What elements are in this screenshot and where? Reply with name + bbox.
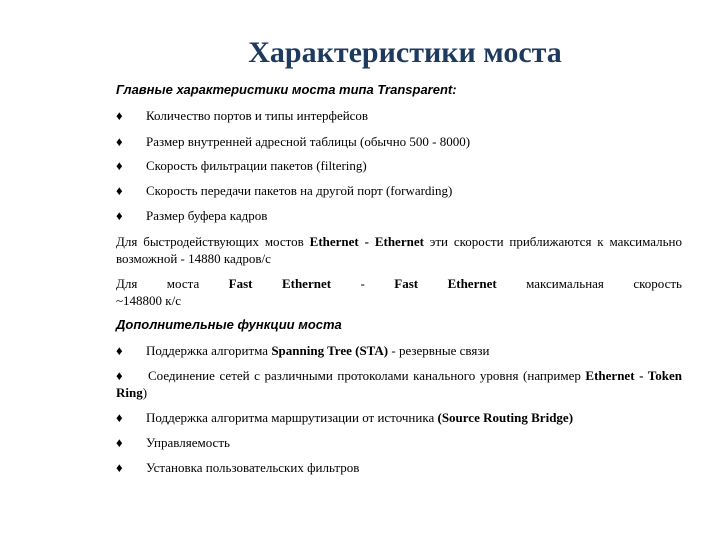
diamond-bullet-icon: ♦ <box>116 158 123 173</box>
diamond-bullet-icon: ♦ <box>116 183 123 198</box>
list-item: ♦ Количество портов и типы интерфейсов <box>116 108 369 123</box>
diamond-bullet-icon: ♦ <box>116 134 123 149</box>
list-item: ♦ Установка пользовательских фильтров <box>116 460 360 475</box>
diamond-bullet-icon: ♦ <box>116 108 123 123</box>
list-item: ♦ Скорость фильтрации пакетов (filtering) <box>116 158 367 173</box>
paragraph-fast-ethernet: Для моста Fast Ethernet - Fast Ethernet максимальная скорость <box>116 276 682 291</box>
diamond-bullet-icon: ♦ <box>116 435 123 450</box>
page-title: Характеристики моста <box>248 36 562 69</box>
paragraph-ethernet: Для быстродействующих мостов Ethernet - Ethernet эти скорости приближаются к максимально возможной - 14880 кадров/с <box>116 234 682 266</box>
list-item: ♦ Управляемость <box>116 435 230 450</box>
list-item: ♦ Поддержка алгоритма Spanning Tree (STA) - резервные связи <box>116 343 490 358</box>
diamond-bullet-icon: ♦ <box>116 410 123 425</box>
diamond-bullet-icon: ♦ <box>116 460 123 475</box>
list-item: ♦ Размер внутренней адресной таблицы (обычно 500 - 8000) <box>116 134 471 149</box>
diamond-bullet-icon: ♦ <box>116 368 123 383</box>
list-item: ♦ Скорость передачи пакетов на другой порт (forwarding) <box>116 183 453 198</box>
list-item: ♦ Соединение сетей с различными протоколами канального уровня (например Ethernet - Token Ring) <box>116 368 682 400</box>
list-item: ♦ Размер буфера кадров <box>116 208 268 223</box>
section-heading-main: Главные характеристики моста типа Transparent: <box>116 82 457 97</box>
section-heading-extra: Дополнительные функции моста <box>116 317 342 332</box>
paragraph-fast-ethernet-value: ~148800 к/с <box>116 293 181 308</box>
diamond-bullet-icon: ♦ <box>116 208 123 223</box>
diamond-bullet-icon: ♦ <box>116 343 123 358</box>
list-item: ♦ Поддержка алгоритма маршрутизации от источника (Source Routing Bridge) <box>116 410 574 425</box>
